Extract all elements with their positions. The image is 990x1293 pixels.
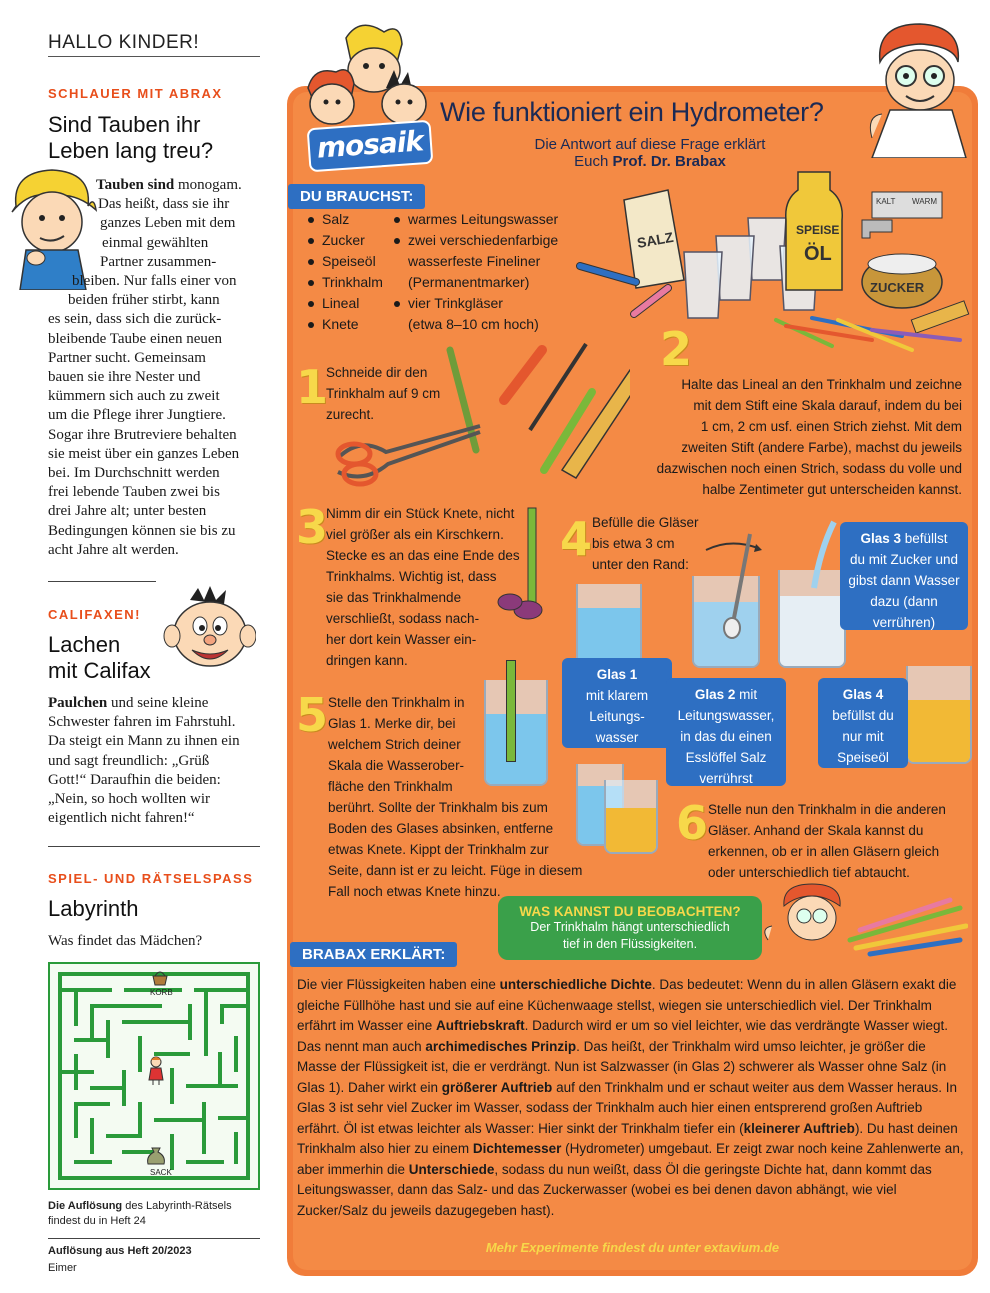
cutting-straw-illustration [330,340,630,490]
explanation-keyword: Auftriebskraft [436,1018,525,1033]
divider [48,581,156,582]
zucker-label: ZUCKER [870,280,925,295]
explanation-keyword: Unterschiede [408,1161,495,1177]
material-item: Lineal [308,293,394,314]
svg-text:ÖL: ÖL [804,243,832,265]
straw-with-clay-illustration [488,506,554,626]
abrax-line: frei lebende Tauben zwei bis [48,484,220,501]
abrax-line: sie meist über ein ganzes Leben [48,445,240,462]
step-4-text: Befülle die Gläser bis etwa 3 cm unter den Rand: [592,515,699,572]
glass-4-label: Glas 4 befüllst du nur mit Speiseöl [818,678,908,768]
maze-label-korb: KORB [150,988,173,997]
explanation-keyword: archimedisches Prinzip [425,1038,577,1054]
step-1-number: 1 [296,360,329,414]
califax-title [48,632,151,684]
previous-solution-answer: Eimer [48,1262,77,1274]
material-item-cont: (etwa 8–10 cm hoch) [408,316,539,332]
explanation-run: . Dadurch wird er um so viel leichter, wie das verdrängte Wasser wiegt. Das nennt man auch [297,1018,948,1054]
explanation-run: (Hydrometer) umgebaut. Er zeigt zwar noch keine Zahlenwerte an, aber immerhin die [297,1141,964,1177]
observation-box [498,896,762,960]
materials-list-col1 [308,209,394,335]
subtitle-line1: Die Antwort auf diese Frage erklärt [534,136,766,153]
califax-line: „Nein, so hoch wollten wir [48,791,211,808]
step-3-text: Nimm dir ein Stück Knete, nicht viel größer als ein Kirschkern. Stecke es an das eine Ende des Trinkhalms. Wichtig ist, dass sie das Trinkhalmende verschließt, sodass nach- her dort kein Wasser ein- dringen kann. [326,506,520,668]
step-5-number: 5 [296,688,329,742]
abrax-line: Tauben sind monogam. [96,177,242,193]
step-4-number: 4 [560,512,593,566]
materials-illustration [572,170,970,360]
step-3-number: 3 [296,500,329,554]
califax-line: Da steigt ein Mann zu ihnen ein [48,733,240,750]
puzzle-title: Labyrinth [48,896,139,921]
abrax-line: bei. Im Durchschnitt werden [48,465,220,482]
material-item: Zucker [308,230,394,251]
califax-line: eigentlich nicht fahren!“ [48,810,195,827]
califax-line: Schwester fahren im Fahrstuhl. [48,714,236,731]
califax-joke [48,694,262,828]
abrax-title-line1: Sind Tauben ihr [48,112,201,137]
abrax-title [48,112,213,164]
divider [48,1238,260,1239]
abrax-line: Sogar ihre Brutreviere behalten [48,426,237,443]
puzzle-solution-note [48,1199,232,1229]
svg-text:SPEISE: SPEISE [796,223,840,237]
solution-rest: des Labyrinth-Rätsels [122,1200,232,1212]
glass-3-label: Glas 3 befüllst du mit Zucker und gibst dann Wasser dazu (dann verrühren) [840,522,968,630]
experiment-title: Wie funktioniert ein Hydrometer? [440,97,824,127]
observation-line2: tief in den Flüssigkeiten. [562,937,698,951]
glass-2-label: Glas 2 mit Leitungswasser, in das du einen Esslöffel Salz verrührst [666,678,786,786]
maze-label-sack: SACK [150,1168,172,1177]
material-item-cont: (Permanentmarker) [408,274,530,290]
girl-icon [148,1056,164,1086]
puzzle-question: Was findet das Mädchen? [48,933,203,949]
abrax-line: Partner sucht. Gemeinsam [48,349,206,366]
spoon-stirring-icon [700,530,780,640]
abrax-line: es sein, dass sich die zurück- [48,311,222,328]
brabax-pointing-illustration [760,880,968,958]
califax-line: Gott!“ Daraufhin die beiden: [48,771,221,788]
abrax-line: Das heißt, dass sie ihr [98,196,230,213]
basket-icon [150,968,170,986]
materials-list-col2 [394,209,574,335]
step-2-text: Halte das Lineal an den Trinkhalm und zeichne mit dem Stift eine Skala darauf, indem du bei 1 cm, 2 cm usf. einen Strich ziehst. Mit dem zweiten Stift (andere Farbe), machst du jeweils dazwischen noch einen Strich, sodass du volle und halbe Zentimeter gut unterscheiden kannst. [656,377,962,497]
water-pouring-icon [790,520,840,590]
step-5-text: Stelle den Trinkhalm in Glas 1. Merke dir, bei welchem Strich deiner Skala die Wasserober- fläche den Trinkhalm berührt. Sollte der Trinkhalm bis zum Boden des Glases absinken, entferne etwas Knete. Kippt der Trinkhalm zur Seite, dann ist er zu leicht. Füge in diesem Fall noch etwas Knete hinzu. [328,695,583,899]
califax-kicker: CALIFAXEN! [48,607,141,622]
explanation-run: , sodass du nun weißt, dass Öl die geringste Dichte hat, dann kommt das Leitungswasser, dann das Salz- und das Zuckerwasser (wobei es bei denen davon abhängt, wie viel Zucker/Salz du jeweils dazugegeben hast). [297,1161,932,1218]
glass-oil-illustration [604,780,658,854]
materials-tag: DU BRAUCHST: [288,184,425,209]
solution-line2: findest du in Heft 24 [48,1215,146,1227]
abrax-line: drei Jahre alt; unter besten [48,503,207,520]
abrax-line: beiden früher stirbt, kann [68,292,220,309]
salz-label: SALZ [635,228,675,251]
previous-solution-title: Auflösung aus Heft 20/2023 [48,1245,192,1257]
material-item-cont: wasserfeste Fineliner [408,253,541,269]
material-item: Trinkhalm [308,272,394,293]
mosaik-logo [307,120,434,173]
abrax-line: Partner zusammen- [100,253,217,270]
abrax-line: bauen sie ihre Nester und [48,369,201,386]
califax-title-line1: Lachen [48,632,121,657]
section-rule [48,56,260,57]
abrax-article [48,176,262,560]
warm-label: WARM [912,197,938,206]
material-item: warmes Leitungswasser [394,209,574,230]
califax-line: und sagt freundlich: „Grüß [48,752,210,769]
abrax-line: bleiben. Nur falls einer von [72,273,237,290]
material-item: zwei verschiedenfarbige [394,230,574,251]
explanation-run: auf den Trinkhalm und er schaut weiter aus dem Wasser heraus. In Glas 3 ist sehr viel Zucker im Wasser, sodass der Trinkhalm auch hier einen entsprerend großen Auftrieb erfährt. Öl ist etwas leichter als Wasser: Hier sinkt der Trinkhalm tiefer ein ( [297,1079,958,1136]
observation-title: WAS KANNST DU BEOBACHTEN? [519,904,741,919]
explanation-run: . Das bedeutet: Wenn du in allen Gläsern exakt die gleiche Füllhöhe hast und sie auf eine Küchenwaage stellst, wiegen sie unterschiedlich viel. Der Trinkhalm erfährt im Wasser eine [297,977,957,1033]
abrax-line: Bedingungen können sie bis zu [48,522,236,539]
explanation-run: Die vier Flüssigkeiten haben eine [297,977,500,992]
puzzle-kicker: SPIEL- UND RÄTSELSPASS [48,871,254,886]
explanation-run: ). Du hast deinen Trinkhalm also hier zu einem [297,1120,958,1156]
kalt-label: KALT [876,197,896,206]
experiment-subtitle [440,136,860,170]
step-6-text: Stelle nun den Trinkhalm in die anderen Gläser. Anhand der Skala kannst du erkennen, ob er in allen Gläsern gleich oder unterschiedlich tief abtaucht. [708,802,946,880]
section-label: HALLO KINDER! [48,32,200,53]
explanation-text [297,975,967,1221]
glass-4-illustration [906,666,972,764]
explanation-keyword: Dichtemesser [472,1141,562,1156]
califax-character-illustration [160,586,256,678]
glass-1-label: Glas 1 mit klarem Leitungs- wasser [562,658,672,748]
abrax-title-line2: Leben lang treu? [48,138,214,163]
abrax-line: einmal gewählten [102,234,209,251]
step-2-number: 2 [660,322,693,376]
explanation-keyword: unterschiedliche Dichte [499,977,652,992]
step-1-text: Schneide dir den Trinkhalm auf 9 cm zurecht. [326,365,441,422]
sack-icon [146,1144,166,1166]
abrax-kicker: SCHLAUER MIT ABRAX [48,86,223,101]
explanation-keyword: größerer Auftrieb [441,1079,553,1095]
solution-bold: Die Auflösung [48,1200,123,1212]
material-item: Knete [308,314,394,335]
mosaik-logo-text: mosaik [315,124,425,165]
step-6-number: 6 [676,796,709,850]
professor-brabax-illustration [862,18,974,158]
explanation-run: . Das heißt, der Trinkhalm wird umso leichter, je größer die Masse der Flüssigkeit ist, die er verdrängt. Nun ist Salzwasser (in Glas 2) schwerer als Wasser ohne Salz (in Glas 1). Daher wirkt ein [297,1038,947,1095]
califax-lead: Paulchen [48,695,108,711]
material-item: Salz [308,209,394,230]
more-experiments-link[interactable]: Mehr Experimente findest du unter extavium.de [485,1240,780,1255]
explanation-tag: BRABAX ERKLÄRT: [290,942,457,967]
abrax-line: bleibende Taube einen neuen [48,330,223,347]
abrax-lead: Tauben sind [96,177,175,193]
abrax-line: ganzes Leben mit dem [100,215,236,232]
material-item: Speiseöl [308,251,394,272]
labyrinth-puzzle[interactable] [48,962,260,1190]
califax-title-line2: mit Califax [48,658,151,683]
subtitle-line2: Euch Prof. Dr. Brabax [574,153,726,170]
explanation-keyword: kleinerer Auftrieb [743,1120,855,1136]
material-item: vier Trinkgläser [394,293,574,314]
observation-line1: Der Trinkhalm hängt unterschiedlich [530,920,730,934]
abrax-line: kümmern sich auch zu zweit [48,388,220,405]
abrax-line: acht Jahre alt werden. [48,541,179,558]
author-name: Prof. Dr. Brabax [612,153,726,170]
califax-line: Paulchen und seine kleine [48,695,209,711]
divider [48,846,260,847]
abrax-line: um die Pflege ihrer Jungtiere. [48,407,226,424]
